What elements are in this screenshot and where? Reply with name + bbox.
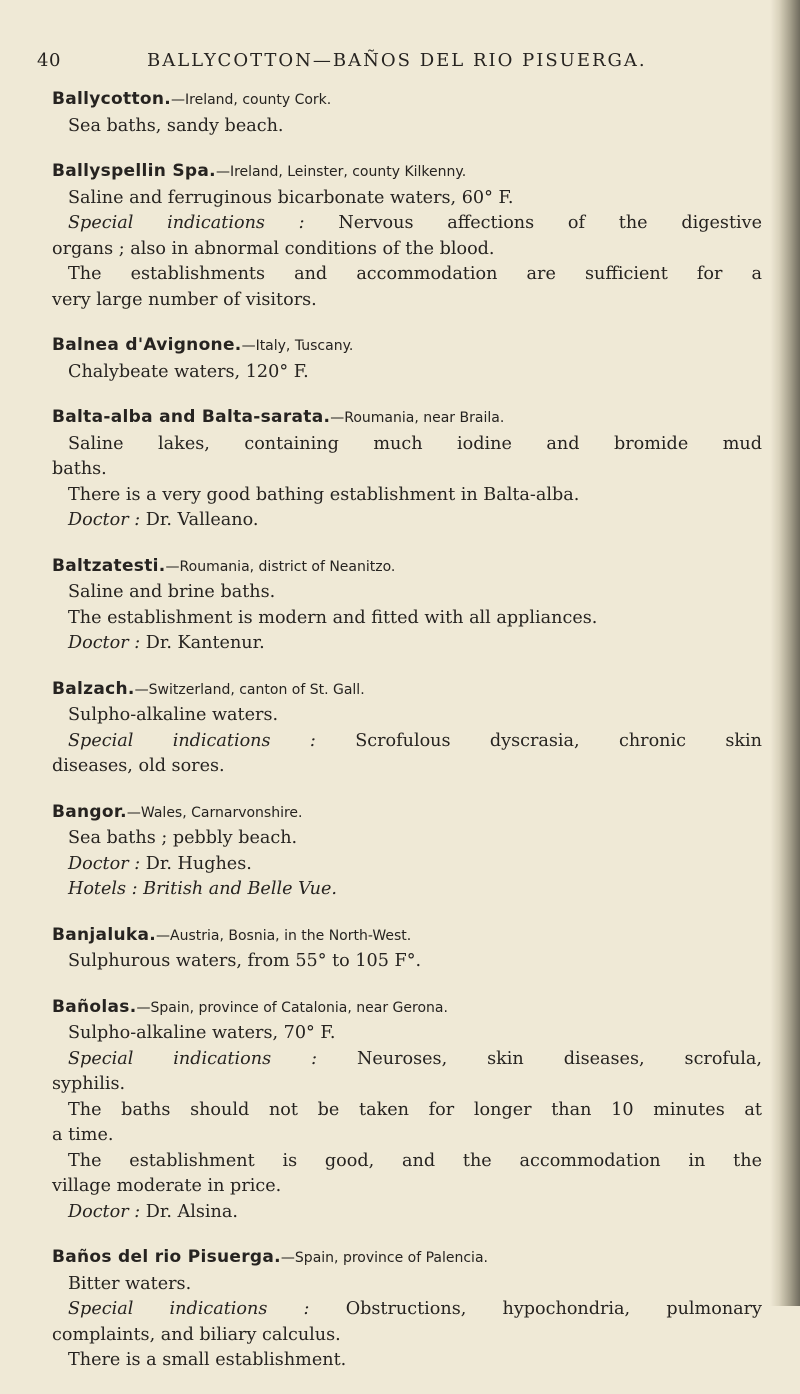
entry-line: diseases, old sores.	[52, 756, 225, 776]
entry-line: Sulpho-alkaline waters, 70° F.	[68, 1023, 336, 1043]
entry-line: There is a small establishment.	[68, 1350, 347, 1370]
entry-location: —Italy, Tuscany.	[241, 338, 354, 354]
doctor-name: Dr. Kantenur.	[140, 633, 265, 653]
entry-name: Baltzatesti.	[52, 555, 166, 576]
entry-name: Banjaluka.	[52, 924, 156, 945]
entry-location: —Ireland, Leinster, county Kilkenny.	[215, 164, 467, 180]
entry-heading	[52, 1245, 762, 1272]
gazetteer-entries	[52, 87, 762, 1394]
entry-heading	[52, 677, 762, 704]
entry-heading	[52, 554, 762, 581]
entry-location: —Roumania, district of Neanitzo.	[165, 558, 396, 575]
entry-line-hotels: Hotels : British and Belle Vue.	[68, 879, 337, 899]
entry-heading	[52, 159, 762, 186]
entry-balzach	[52, 677, 762, 780]
entry-line: The establishment is good, and the accommodation in the	[68, 1150, 762, 1171]
entry-ballycotton	[52, 87, 762, 139]
entry-name: Bañolas.	[52, 996, 137, 1017]
entry-name: Ballyspellin Spa.	[52, 161, 216, 181]
entry-line	[52, 1200, 762, 1226]
book-spine-shadow	[770, 0, 800, 1306]
entry-bangor	[52, 800, 762, 903]
indication-label: Special indications :	[68, 1299, 310, 1319]
entry-heading	[52, 923, 762, 950]
entry-line: complaints, and biliary calculus.	[52, 1324, 341, 1345]
entry-location: —Wales, Carnarvonshire.	[126, 804, 303, 821]
entry-line: Saline and brine baths.	[68, 582, 276, 602]
entry-line: Sea baths, sandy beach.	[68, 115, 284, 136]
entry-line: very large number of visitors.	[52, 289, 317, 310]
entry-line: Saline lakes, containing much iodine and bromide mud	[68, 433, 762, 454]
entry-line: Saline and ferruginous bicarbonate waters, 60° F.	[68, 187, 514, 208]
entry-banos-del-rio-pisuerga	[52, 1245, 762, 1374]
entry-heading	[52, 405, 762, 432]
entry-balta-alba	[52, 405, 762, 534]
doctor-label: Doctor :	[68, 1201, 141, 1222]
entry-name: Balta-alba and Balta-sarata.	[52, 407, 331, 427]
entry-banolas	[52, 995, 762, 1226]
indication-label: Special indications :	[68, 730, 316, 751]
entry-name: Baños del rio Pisuerga.	[52, 1247, 281, 1267]
entry-location: —Spain, province of Catalonia, near Gerona.	[136, 999, 448, 1016]
indication-text: Nervous affections of the digestive	[304, 213, 762, 233]
entry-line	[52, 631, 762, 657]
entry-line	[52, 852, 762, 878]
entry-line: organs ; also in abnormal conditions of the blood.	[52, 238, 495, 259]
doctor-name: Dr. Alsina.	[140, 1201, 238, 1222]
entry-line: Sulpho-alkaline waters.	[68, 705, 279, 725]
entry-line	[52, 211, 762, 237]
entry-name: Balzach.	[52, 678, 135, 699]
entry-line	[52, 1047, 762, 1073]
entry-balnea-davignone	[52, 333, 762, 385]
indication-text: Scrofulous dyscrasia, chronic skin	[315, 730, 762, 751]
entry-line	[52, 508, 762, 534]
entry-location: —Ireland, county Cork.	[171, 92, 332, 108]
entry-name: Bangor.	[52, 801, 127, 822]
doctor-name: Dr. Valleano.	[140, 510, 259, 530]
indication-label: Special indications :	[68, 213, 305, 233]
doctor-name: Dr. Hughes.	[140, 853, 252, 874]
entry-line: syphilis.	[52, 1074, 126, 1094]
running-head: BALLYCOTTON—BAÑOS DEL RIO PISUERGA.	[147, 50, 647, 71]
entry-line: village moderate in price.	[52, 1176, 282, 1196]
entry-baltzatesti	[52, 554, 762, 657]
entry-line	[52, 729, 762, 755]
entry-line: The establishments and accommodation are sufficient for a	[68, 264, 762, 284]
entry-line: Sea baths ; pebbly beach.	[68, 828, 298, 848]
entry-heading	[52, 800, 762, 827]
entry-line	[52, 1297, 762, 1323]
doctor-label: Doctor :	[68, 633, 141, 653]
entry-heading	[52, 995, 762, 1022]
entry-line: Bitter waters.	[68, 1273, 192, 1294]
page-number: 40	[37, 50, 61, 71]
entry-name: Balnea d'Avignone.	[52, 335, 242, 355]
entry-line: The establishment is modern and fitted with all appliances.	[68, 607, 598, 628]
doctor-label: Doctor :	[68, 510, 141, 530]
entry-heading	[52, 333, 762, 360]
indication-text: Obstructions, hypochondria, pulmonary	[309, 1299, 762, 1319]
entry-line: baths.	[52, 459, 107, 479]
entry-location: —Austria, Bosnia, in the North-West.	[156, 927, 412, 944]
entry-location: —Spain, province of Palencia.	[280, 1250, 488, 1266]
indication-text: Neuroses, skin diseases, scrofula,	[317, 1048, 762, 1069]
entry-name: Ballycotton.	[52, 89, 172, 109]
doctor-label: Doctor :	[68, 853, 141, 874]
entry-banjaluka	[52, 923, 762, 975]
entry-heading	[52, 87, 762, 114]
entry-location: —Roumania, near Braila.	[330, 410, 505, 426]
entry-line: Sulphurous waters, from 55° to 105 F°.	[68, 951, 422, 971]
entry-line: There is a very good bathing establishment in Balta-alba.	[68, 484, 580, 505]
entry-ballyspellin-spa	[52, 159, 762, 313]
entry-line: The baths should not be taken for longer than 10 minutes at	[68, 1099, 762, 1120]
entry-line: Chalybeate waters, 120° F.	[68, 361, 309, 382]
indication-label: Special indications :	[68, 1048, 317, 1069]
entry-location: —Switzerland, canton of St. Gall.	[134, 681, 365, 698]
page-header	[37, 50, 767, 76]
entry-line: a time.	[52, 1125, 114, 1145]
